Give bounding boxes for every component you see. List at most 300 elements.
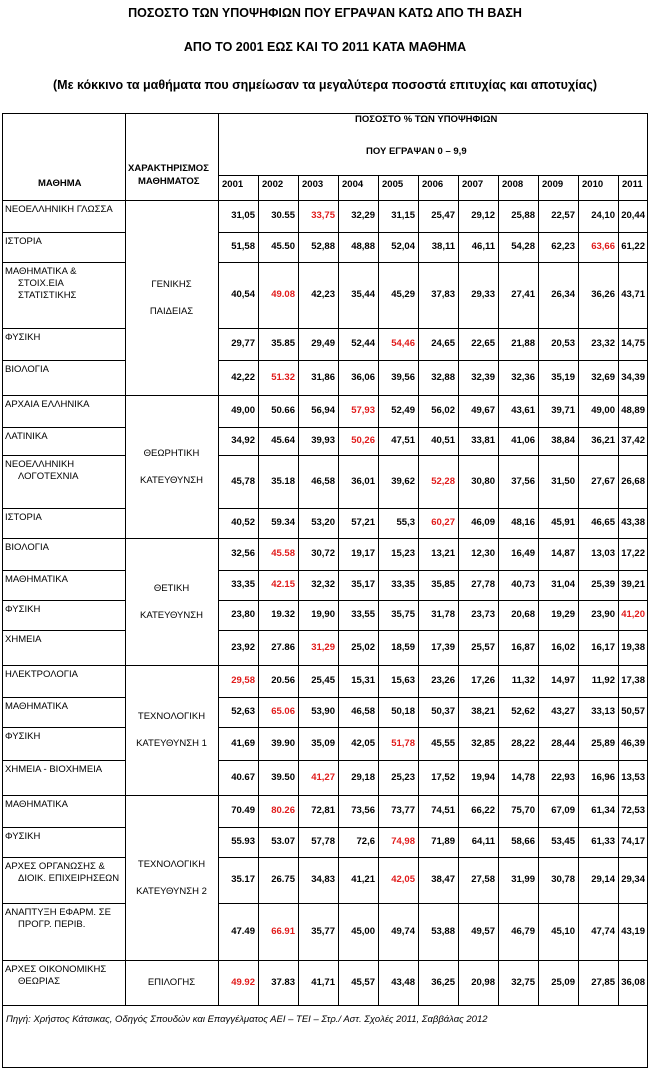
value-cell: 39,21	[621, 579, 645, 590]
value-cell: 32,75	[511, 976, 535, 988]
value-cell: 35,77	[311, 925, 335, 937]
value-cell: 25,89	[591, 737, 615, 749]
value-cell: 80.26	[271, 805, 295, 816]
value-cell: 25,09	[551, 976, 575, 988]
subject-name: ΦΥΣΙΚΗ	[5, 831, 41, 842]
grid-line-h	[2, 1005, 648, 1006]
subject-name: ΛΟΓΟΤΕΧΝΙΑ	[18, 471, 79, 482]
category-label: ΚΑΤΕΥΘΥΝΣΗ	[140, 474, 203, 486]
value-cell: 21,88	[511, 338, 535, 349]
value-cell: 32,36	[511, 371, 535, 383]
value-cell: 45,91	[551, 517, 575, 528]
category-label: ΠΑΙΔΕΙΑΣ	[149, 305, 194, 317]
value-cell: 35.85	[271, 338, 295, 349]
value-cell: 48,16	[511, 517, 535, 528]
value-cell: 32,29	[351, 210, 375, 221]
value-cell: 32,85	[471, 737, 495, 749]
value-cell: 53,88	[431, 925, 455, 937]
value-cell: 53.07	[271, 836, 295, 847]
value-cell: 48,89	[621, 405, 645, 416]
value-cell: 15,63	[391, 675, 415, 686]
value-cell: 20,98	[471, 976, 495, 988]
value-cell: 22,93	[551, 771, 575, 783]
value-cell: 74,17	[621, 836, 645, 847]
value-cell: 37.83	[271, 976, 295, 988]
category-label: ΤΕΧΝΟΛΟΓΙΚΗ	[137, 711, 206, 722]
value-cell: 36,26	[591, 289, 615, 300]
value-cell: 73,77	[391, 805, 415, 816]
year-header: 2007	[462, 179, 484, 190]
value-cell: 73,56	[351, 805, 375, 816]
value-cell: 19,29	[551, 609, 575, 620]
value-cell: 23,73	[471, 609, 495, 620]
value-cell: 30,80	[471, 475, 495, 487]
value-cell: 14,97	[551, 675, 575, 686]
value-cell: 52,88	[311, 241, 335, 252]
value-cell: 74,51	[431, 805, 455, 816]
subject-name: ΜΑΘΗΜΑΤΙΚΑ	[5, 701, 68, 712]
grid-line-h	[218, 455, 648, 456]
value-cell: 45,78	[231, 475, 255, 487]
value-cell: 64,11	[471, 836, 495, 847]
value-cell: 28,22	[511, 737, 535, 749]
value-cell: 19,38	[621, 641, 645, 653]
value-cell: 38,84	[551, 435, 575, 446]
subject-name: ΒΙΟΛΟΓΙΑ	[5, 542, 49, 553]
value-cell: 33,75	[311, 210, 335, 221]
value-cell: 52,44	[351, 338, 375, 349]
grid-line-h	[2, 262, 125, 263]
subject-name: ΑΡΧΕΣ ΟΙΚΟΝΟΜΙΚΗΣ	[5, 964, 107, 975]
value-cell: 27.86	[271, 641, 295, 653]
value-cell: 31,29	[311, 641, 335, 653]
source-note: Πηγή: Χρήστος Κάτσικας, Οδηγός Σπουδών και Επαγγέλματος ΑΕΙ – ΤΕΙ – Στρ./ Αστ. Σχολές 2011, Σαββάλας 2012	[6, 1014, 488, 1025]
value-cell: 32,56	[231, 548, 255, 559]
value-cell: 49,00	[591, 405, 615, 416]
year-header: 2011	[622, 179, 643, 190]
value-cell: 42,23	[311, 289, 335, 300]
grid-line-h	[218, 903, 648, 904]
value-cell: 47.49	[231, 925, 255, 937]
value-cell: 40,73	[511, 579, 535, 590]
value-cell: 41,69	[231, 737, 255, 749]
value-cell: 57,21	[351, 517, 375, 528]
value-cell: 20,44	[621, 210, 645, 221]
subject-name: ΠΡΟΓΡ. ΠΕΡΙΒ.	[18, 919, 86, 930]
subject-name: ΑΡΧΑΙΑ ΕΛΛΗΝΙΚΑ	[5, 399, 90, 410]
grid-line-h	[2, 538, 648, 539]
value-cell: 49,74	[391, 925, 415, 937]
value-cell: 27,78	[471, 579, 495, 590]
value-cell: 25,47	[431, 210, 455, 221]
value-cell: 23,26	[431, 675, 455, 686]
value-cell: 43,71	[621, 289, 645, 300]
value-cell: 41,06	[511, 435, 535, 446]
value-cell: 19.32	[271, 609, 295, 620]
value-cell: 31,15	[391, 210, 415, 221]
category-label: ΤΕΧΝΟΛΟΓΙΚΗ	[137, 858, 206, 870]
value-cell: 45.50	[271, 241, 295, 252]
grid-line-h	[2, 630, 125, 631]
value-cell: 42,05	[391, 874, 415, 885]
value-cell: 34,83	[311, 874, 335, 885]
value-cell: 37,56	[511, 475, 535, 487]
category-label: ΕΠΙΛΟΓΗΣ	[147, 977, 196, 988]
grid-line-h	[2, 455, 125, 456]
value-cell: 17,38	[621, 675, 645, 686]
value-cell: 29,12	[471, 210, 495, 221]
grid-line-h	[218, 328, 648, 329]
value-cell: 33,81	[471, 435, 495, 446]
value-cell: 53,90	[311, 706, 335, 717]
value-cell: 66,22	[471, 805, 495, 816]
value-cell: 29,49	[311, 338, 335, 349]
value-cell: 31,04	[551, 579, 575, 590]
grid-line-h	[2, 200, 648, 201]
category-label: ΚΑΤΕΥΘΥΝΣΗ 1	[136, 738, 207, 749]
grid-line-h	[2, 697, 125, 698]
value-cell: 46,09	[471, 517, 495, 528]
value-cell: 17,52	[431, 771, 455, 783]
grid-line-h	[2, 795, 648, 796]
value-cell: 13,21	[431, 548, 455, 559]
value-cell: 46,65	[591, 517, 615, 528]
value-cell: 41,27	[311, 771, 335, 783]
value-cell: 41,71	[311, 976, 335, 988]
subject-name: ΜΑΘΗΜΑΤΙΚΑ	[5, 799, 68, 810]
value-cell: 45,10	[551, 925, 575, 937]
subject-name: ΦΥΣΙΚΗ	[5, 604, 41, 615]
value-cell: 41,21	[351, 874, 375, 885]
value-cell: 17,26	[471, 675, 495, 686]
grid-line-h	[2, 665, 648, 666]
value-cell: 72,81	[311, 805, 335, 816]
value-cell: 52,04	[391, 241, 415, 252]
value-cell: 39,62	[391, 475, 415, 487]
value-cell: 61,22	[621, 241, 645, 252]
value-cell: 42,22	[231, 371, 255, 383]
value-cell: 30.55	[271, 210, 295, 221]
value-cell: 40.67	[231, 771, 255, 783]
subject-name: ΙΣΤΟΡΙΑ	[5, 236, 42, 247]
value-cell: 36,21	[591, 435, 615, 446]
subject-name: ΣΤΑΤΙΣΤΙΚΗΣ	[18, 290, 77, 301]
value-cell: 39.90	[271, 737, 295, 749]
value-cell: 71,89	[431, 836, 455, 847]
value-cell: 20,68	[511, 609, 535, 620]
grid-line-h	[2, 760, 125, 761]
value-cell: 29,77	[231, 338, 255, 349]
value-cell: 33,55	[351, 609, 375, 620]
value-cell: 57,93	[351, 405, 375, 416]
value-cell: 72,53	[621, 805, 645, 816]
value-cell: 67,09	[551, 805, 575, 816]
grid-line-h	[218, 360, 648, 361]
value-cell: 49.08	[271, 289, 295, 300]
value-cell: 24,10	[591, 210, 615, 221]
value-cell: 46,58	[311, 475, 335, 487]
value-cell: 32,69	[591, 371, 615, 383]
header-characterization: ΜΑΘΗΜΑΤΟΣ	[138, 176, 200, 187]
value-cell: 45.58	[271, 548, 295, 559]
value-cell: 36,25	[431, 976, 455, 988]
value-cell: 29,14	[591, 874, 615, 885]
header-percentage-title: ΠΟΣΟΣΤΟ % ΤΩΝ ΥΠΟΨΗΦΙΩΝ	[355, 114, 498, 125]
grid-line-h	[2, 857, 125, 858]
subject-name: ΑΡΧΕΣ ΟΡΓΑΝΩΣΗΣ &	[5, 861, 105, 872]
value-cell: 37,83	[431, 289, 455, 300]
value-cell: 35,75	[391, 609, 415, 620]
value-cell: 55,3	[396, 517, 415, 528]
value-cell: 35,44	[351, 289, 375, 300]
grid-line-h	[218, 630, 648, 631]
grid-line-h	[218, 570, 648, 571]
value-cell: 60,27	[431, 517, 455, 528]
grid-line-h	[218, 760, 648, 761]
value-cell: 42,05	[351, 737, 375, 749]
value-cell: 62,23	[551, 241, 575, 252]
year-header: 2002	[262, 179, 284, 190]
value-cell: 19,17	[351, 548, 375, 559]
value-cell: 45,29	[391, 289, 415, 300]
value-cell: 23,32	[591, 338, 615, 349]
value-cell: 31,99	[511, 874, 535, 885]
value-cell: 38,47	[431, 874, 455, 885]
value-cell: 34,92	[231, 435, 255, 446]
value-cell: 16,96	[591, 771, 615, 783]
value-cell: 14,75	[621, 338, 645, 349]
value-cell: 25,88	[511, 210, 535, 221]
value-cell: 30,72	[311, 548, 335, 559]
grid-line-h	[2, 232, 125, 233]
value-cell: 12,30	[471, 548, 495, 559]
title-line-3: (Με κόκκινο τα μαθήματα που σημείωσαν τα μεγαλύτερα ποσοστά επιτυχίας και αποτυχίας)	[53, 78, 597, 92]
value-cell: 39,93	[311, 435, 335, 446]
value-cell: 36,01	[351, 475, 375, 487]
value-cell: 43,27	[551, 706, 575, 717]
subject-name: ΑΝΑΠΤΥΞΗ ΕΦΑΡΜ. ΣΕ	[5, 907, 111, 918]
value-cell: 45.64	[271, 435, 295, 446]
grid-line-h	[218, 508, 648, 509]
value-cell: 46,79	[511, 925, 535, 937]
value-cell: 70.49	[231, 805, 255, 816]
value-cell: 19,94	[471, 771, 495, 783]
value-cell: 48,88	[351, 241, 375, 252]
value-cell: 65.06	[271, 706, 295, 717]
grid-line-h	[2, 727, 125, 728]
value-cell: 17,22	[621, 548, 645, 559]
grid-line-h	[2, 600, 125, 601]
value-cell: 19,90	[311, 609, 335, 620]
value-cell: 45,00	[351, 925, 375, 937]
value-cell: 30,78	[551, 874, 575, 885]
subject-name: ΦΥΣΙΚΗ	[5, 731, 41, 742]
year-header: 2005	[382, 179, 404, 190]
subject-name: ΦΥΣΙΚΗ	[5, 332, 41, 343]
value-cell: 33,35	[231, 579, 255, 590]
grid-line-h	[2, 508, 125, 509]
grid-line-h	[218, 262, 648, 263]
value-cell: 13,53	[621, 771, 645, 783]
grid-line-h	[2, 570, 125, 571]
value-cell: 35.17	[231, 874, 255, 885]
value-cell: 53,20	[311, 517, 335, 528]
subject-name: ΝΕΟΕΛΛΗΝΙΚΗ ΓΛΩΣΣΑ	[5, 204, 113, 215]
value-cell: 20,53	[551, 338, 575, 349]
value-cell: 14,87	[551, 548, 575, 559]
value-cell: 27,41	[511, 289, 535, 300]
value-cell: 16,87	[511, 641, 535, 653]
value-cell: 50,18	[391, 706, 415, 717]
grid-line-h	[218, 600, 648, 601]
value-cell: 38,11	[431, 241, 455, 252]
value-cell: 55.93	[231, 836, 255, 847]
subject-name: ΜΑΘΗΜΑΤΙΚΑ	[5, 574, 68, 585]
year-header: 2008	[502, 179, 524, 190]
title-line-2: ΑΠΟ ΤΟ 2001 ΕΩΣ ΚΑΙ ΤΟ 2011 ΚΑΤΑ ΜΑΘΗΜΑ	[183, 40, 467, 54]
value-cell: 35,09	[311, 737, 335, 749]
value-cell: 46,58	[351, 706, 375, 717]
value-cell: 22,57	[551, 210, 575, 221]
value-cell: 23,92	[231, 641, 255, 653]
value-cell: 27,67	[591, 475, 615, 487]
value-cell: 22,65	[471, 338, 495, 349]
value-cell: 31,78	[431, 609, 455, 620]
value-cell: 32,32	[311, 579, 335, 590]
value-cell: 35.18	[271, 475, 295, 487]
value-cell: 26,34	[551, 289, 575, 300]
value-cell: 74,98	[391, 836, 415, 847]
value-cell: 25,45	[311, 675, 335, 686]
subject-name: ΧΗΜΕΙΑ	[5, 634, 42, 645]
value-cell: 47,51	[391, 435, 415, 446]
value-cell: 11,32	[511, 675, 535, 686]
value-cell: 52,63	[231, 706, 255, 717]
subject-name: ΛΑΤΙΝΙΚΑ	[5, 431, 48, 442]
value-cell: 26.75	[271, 874, 295, 885]
subject-name: ΝΕΟΕΛΛΗΝΙΚΗ	[5, 459, 75, 470]
value-cell: 58,66	[511, 836, 535, 847]
value-cell: 33,35	[391, 579, 415, 590]
grid-line-h	[2, 827, 125, 828]
value-cell: 23,80	[231, 609, 255, 620]
value-cell: 52,62	[511, 706, 535, 717]
year-header: 2010	[582, 179, 604, 190]
value-cell: 25,23	[391, 771, 415, 783]
value-cell: 50,37	[431, 706, 455, 717]
value-cell: 15,31	[351, 675, 375, 686]
grid-line-h	[2, 427, 125, 428]
category-label: ΚΑΤΕΥΘΥΝΣΗ 2	[136, 885, 207, 897]
subject-name: ΙΣΤΟΡΙΑ	[5, 512, 42, 523]
year-header: 2004	[342, 179, 364, 190]
value-cell: 28,44	[551, 737, 575, 749]
grid-line-h	[2, 360, 125, 361]
value-cell: 75,70	[511, 805, 535, 816]
value-cell: 52,28	[431, 475, 455, 487]
value-cell: 54,28	[511, 241, 535, 252]
value-cell: 16,02	[551, 641, 575, 653]
grid-line-h	[218, 857, 648, 858]
value-cell: 41,20	[621, 609, 645, 620]
value-cell: 46,11	[471, 241, 495, 252]
value-cell: 43,61	[511, 405, 535, 416]
value-cell: 43,48	[391, 976, 415, 988]
value-cell: 66.91	[271, 925, 295, 937]
value-cell: 18,59	[391, 641, 415, 653]
value-cell: 45,55	[431, 737, 455, 749]
subject-name: ΒΙΟΛΟΓΙΑ	[5, 364, 49, 375]
value-cell: 40,54	[231, 289, 255, 300]
value-cell: 50.66	[271, 405, 295, 416]
value-cell: 61,34	[591, 805, 615, 816]
value-cell: 29,18	[351, 771, 375, 783]
value-cell: 56,02	[431, 405, 455, 416]
value-cell: 33,13	[591, 706, 615, 717]
value-cell: 59.34	[271, 517, 295, 528]
year-header: 2003	[302, 179, 324, 190]
value-cell: 20.56	[271, 675, 295, 686]
value-cell: 31,50	[551, 475, 575, 487]
value-cell: 14,78	[511, 771, 535, 783]
value-cell: 29,34	[621, 874, 645, 885]
value-cell: 49,00	[231, 405, 255, 416]
category-label: ΘΕΩΡΗΤΙΚΗ	[143, 447, 200, 459]
value-cell: 49,57	[471, 925, 495, 937]
year-header: 2006	[422, 179, 444, 190]
grid-line-h	[218, 697, 648, 698]
value-cell: 39.50	[271, 771, 295, 783]
value-cell: 26,68	[621, 475, 645, 487]
value-cell: 16,17	[591, 641, 615, 653]
value-cell: 17,39	[431, 641, 455, 653]
value-cell: 51,58	[231, 241, 255, 252]
grid-line-h	[2, 903, 125, 904]
value-cell: 51,78	[391, 737, 415, 749]
subject-name: ΣΤΟΙΧ.ΕΙΑ	[18, 278, 64, 289]
category-label: ΓΕΝΙΚΗΣ	[151, 278, 192, 290]
value-cell: 25,57	[471, 641, 495, 653]
value-cell: 47,74	[591, 925, 615, 937]
grid-line-h	[2, 960, 648, 961]
value-cell: 51.32	[271, 371, 295, 383]
value-cell: 45,57	[351, 976, 375, 988]
subject-name: ΘΕΩΡΙΑΣ	[18, 976, 61, 987]
grid-line-h	[218, 727, 648, 728]
value-cell: 13,03	[591, 548, 615, 559]
value-cell: 34,39	[621, 371, 645, 383]
value-cell: 35,19	[551, 371, 575, 383]
category-label: ΚΑΤΕΥΘΥΝΣΗ	[140, 609, 203, 621]
value-cell: 27,85	[591, 976, 615, 988]
value-cell: 39,71	[551, 405, 575, 416]
grid-line-h	[218, 427, 648, 428]
value-cell: 40,52	[231, 517, 255, 528]
header-percentage-subtitle: ΠΟΥ ΕΓΡΑΨΑΝ 0 – 9,9	[366, 146, 467, 157]
year-header: 2009	[542, 179, 564, 190]
category-label: ΘΕΤΙΚΗ	[153, 582, 190, 594]
value-cell: 15,23	[391, 548, 415, 559]
value-cell: 54,46	[391, 338, 415, 349]
value-cell: 32,88	[431, 371, 455, 383]
value-cell: 36,08	[621, 976, 645, 988]
title-line-1: ΠΟΣΟΣΤΟ ΤΩΝ ΥΠΟΨΗΦΙΩΝ ΠΟΥ ΕΓΡΑΨΑΝ ΚΑΤΩ ΑΠΟ ΤΗ ΒΑΣΗ	[128, 6, 522, 20]
value-cell: 50,26	[351, 435, 375, 446]
value-cell: 57,78	[311, 836, 335, 847]
subject-name: ΔΙΟΙΚ. ΕΠΙΧΕΙΡΗΣΕΩΝ	[18, 873, 120, 884]
value-cell: 29,58	[231, 675, 255, 686]
subject-name: ΗΛΕΚΤΡΟΛΟΓΙΑ	[5, 669, 78, 680]
